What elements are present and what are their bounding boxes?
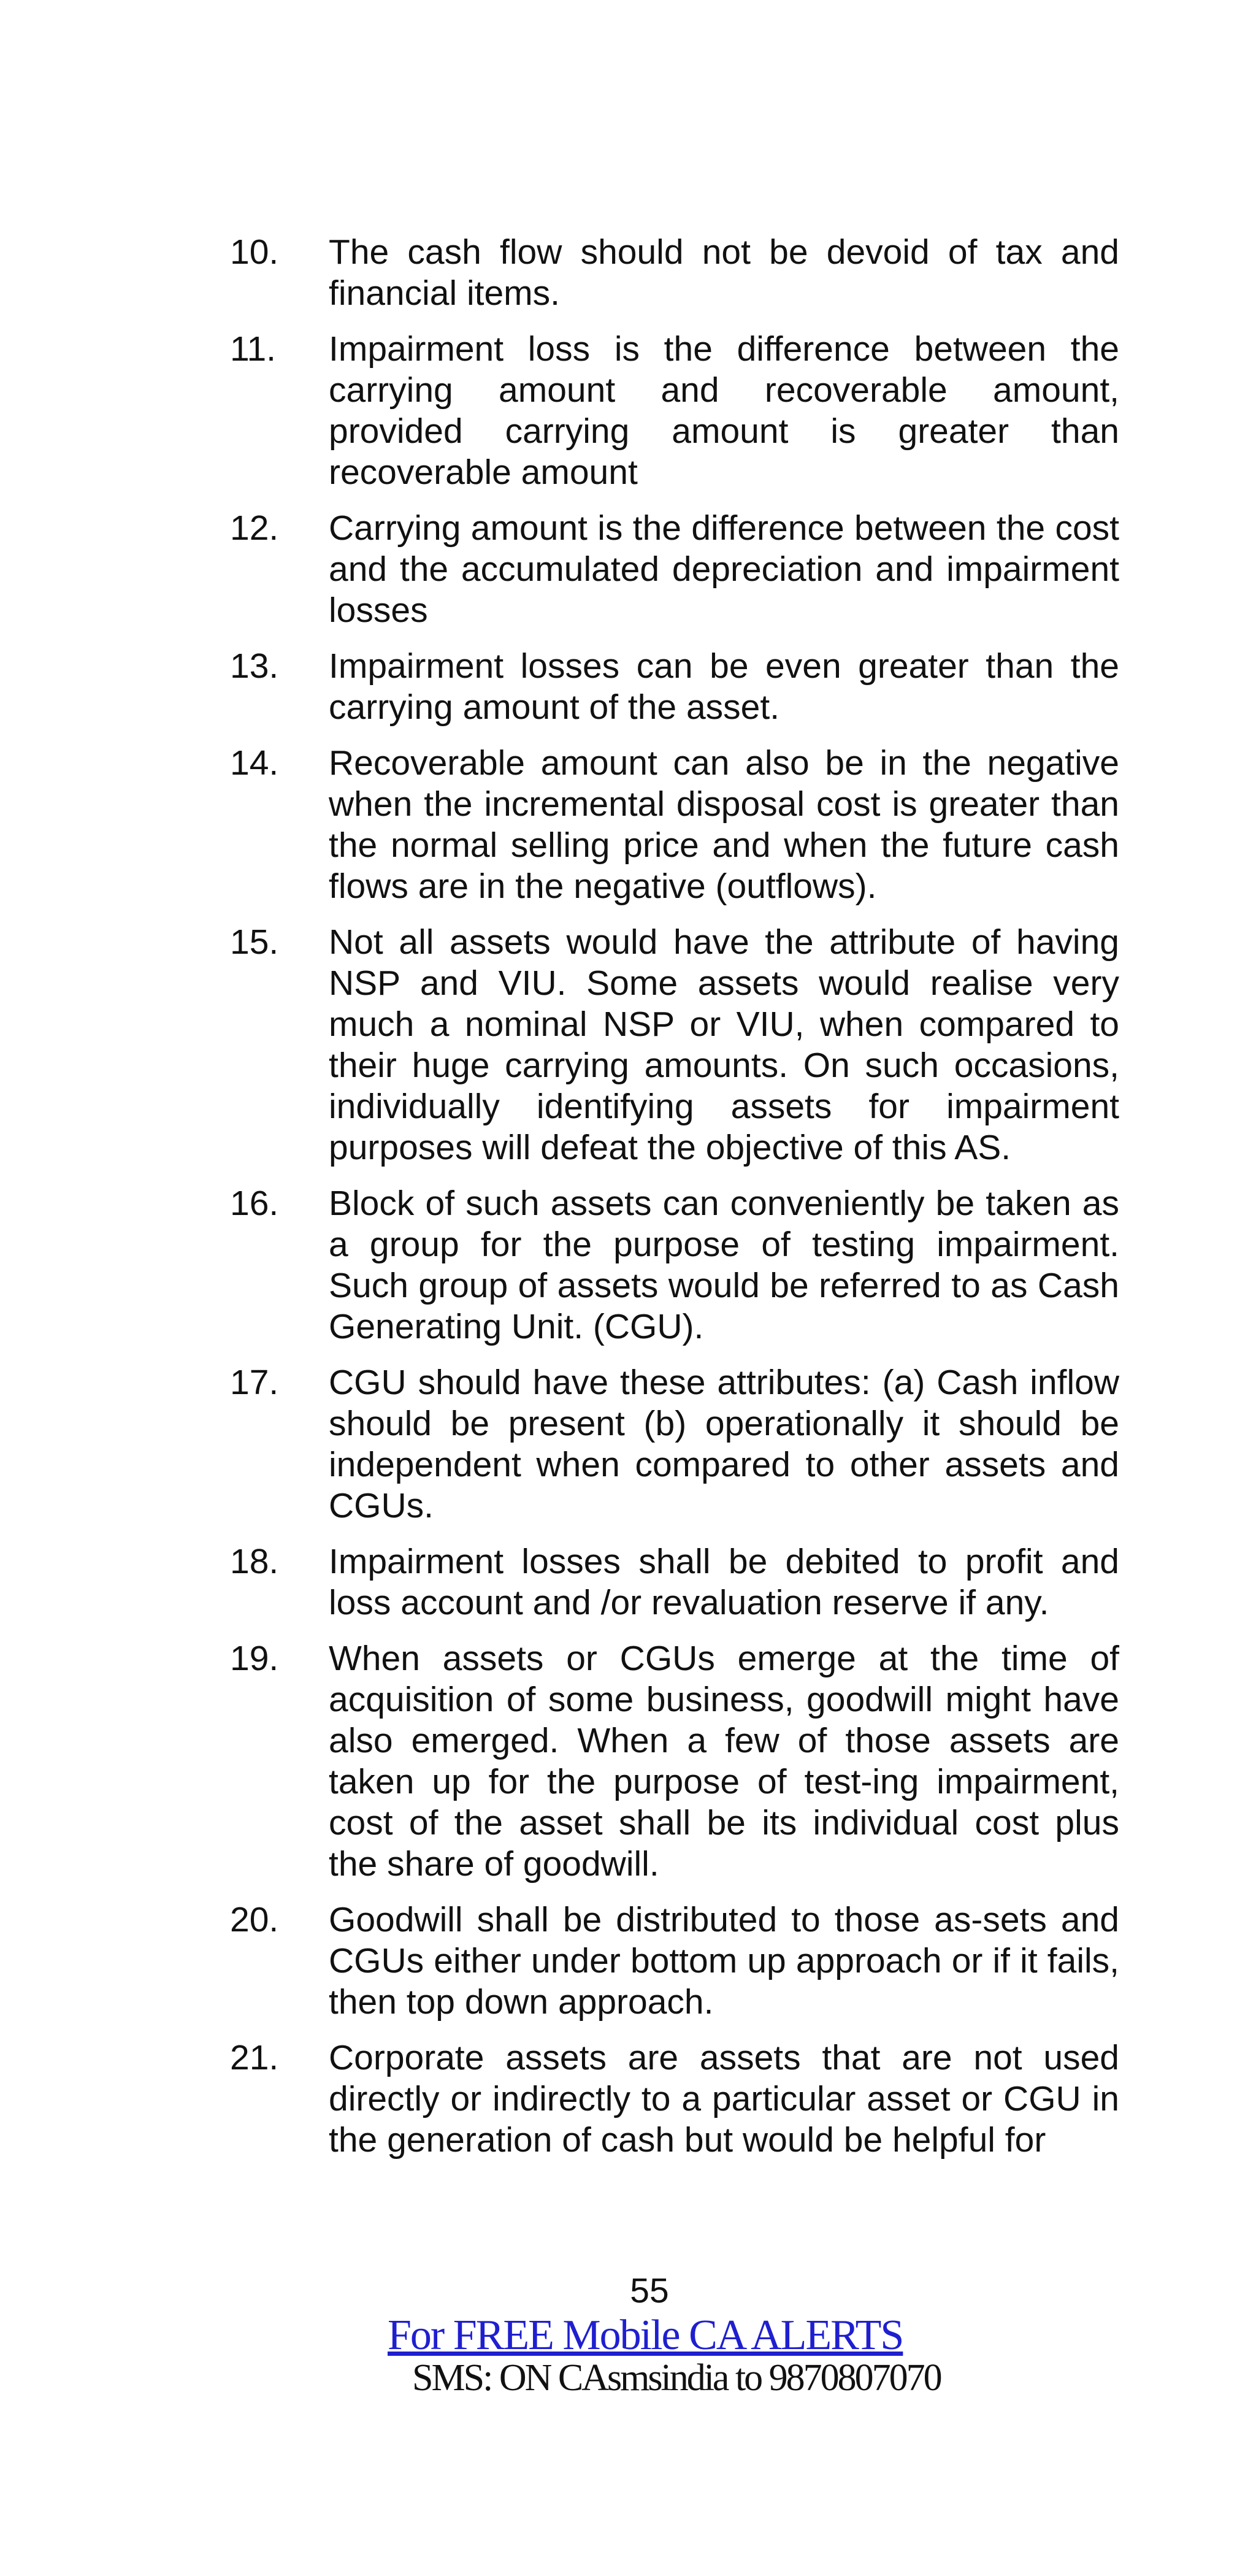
item-number: 18. xyxy=(230,1542,279,1581)
list-item xyxy=(230,2037,1119,2161)
item-text: Carrying amount is the difference between the cost and the accumulated depreciation and impairment losses xyxy=(329,508,1119,630)
list-item xyxy=(230,743,1119,907)
page-number: 55 xyxy=(630,2271,669,2310)
numbered-list xyxy=(230,232,1119,2175)
item-number: 14. xyxy=(230,743,279,783)
item-text: When assets or CGUs emerge at the time of acquisition of some business, goodwill might have also emerged. When a few of those assets are taken up for the purpose of test-ing impairment, cost of the asset shall be its individual cost plus the share of goodwill. xyxy=(329,1639,1119,1884)
list-item xyxy=(230,1183,1119,1347)
item-number: 13. xyxy=(230,646,279,686)
list-item xyxy=(230,922,1119,1168)
list-item xyxy=(230,232,1119,314)
list-item xyxy=(230,1899,1119,2023)
item-text: The cash flow should not be devoid of tax and financial items. xyxy=(329,232,1119,313)
sms-instruction: SMS: ON CAsmsindia to 9870807070 xyxy=(412,2357,941,2399)
item-number: 10. xyxy=(230,232,279,272)
item-text: Block of such assets can conveniently be taken as a group for the purpose of testing impairment. Such group of assets would be referred to as Cash Generating Unit. (CGU). xyxy=(329,1184,1119,1346)
item-number: 16. xyxy=(230,1184,279,1223)
item-number: 21. xyxy=(230,2038,279,2077)
item-text: Impairment losses can be even greater than the carrying amount of the asset. xyxy=(329,646,1119,727)
item-number: 17. xyxy=(230,1363,279,1402)
item-text: Corporate assets are assets that are not used directly or indirectly to a particular asset or CGU in the generation of cash but would be helpful for xyxy=(329,2038,1119,2160)
item-text: Goodwill shall be distributed to those as-sets and CGUs either under bottom up approach or if it fails, then top down approach. xyxy=(329,1900,1119,2022)
list-item xyxy=(230,646,1119,728)
item-number: 20. xyxy=(230,1900,279,1939)
item-number: 11. xyxy=(230,329,277,369)
item-number: 15. xyxy=(230,922,279,962)
item-text: Impairment losses shall be debited to profit and loss account and /or revaluation reserve if any. xyxy=(329,1542,1119,1622)
item-number: 19. xyxy=(230,1639,279,1678)
item-text: Recoverable amount can also be in the negative when the incremental disposal cost is greater than the normal selling price and when the future cash flows are in the negative (outflows). xyxy=(329,743,1119,906)
list-item xyxy=(230,1362,1119,1527)
item-text: Impairment loss is the difference between the carrying amount and recoverable amount, provided carrying amount is greater than recoverable amount xyxy=(329,329,1119,492)
list-item xyxy=(230,1638,1119,1885)
list-item xyxy=(230,1541,1119,1623)
list-item xyxy=(230,508,1119,631)
item-number: 12. xyxy=(230,508,279,548)
item-text: CGU should have these attributes: (a) Cash inflow should be present (b) operationally it should be independent when compared to other assets and CGUs. xyxy=(329,1363,1119,1525)
ca-alerts-link[interactable]: For FREE Mobile CA ALERTS xyxy=(388,2312,903,2359)
list-item xyxy=(230,329,1119,493)
item-text: Not all assets would have the attribute of having NSP and VIU. Some assets would realise very much a nominal NSP or VIU, when compared to their huge carrying amounts. On such occasions, individually identifying assets for impairment purposes will defeat the objective of this AS. xyxy=(329,922,1119,1167)
